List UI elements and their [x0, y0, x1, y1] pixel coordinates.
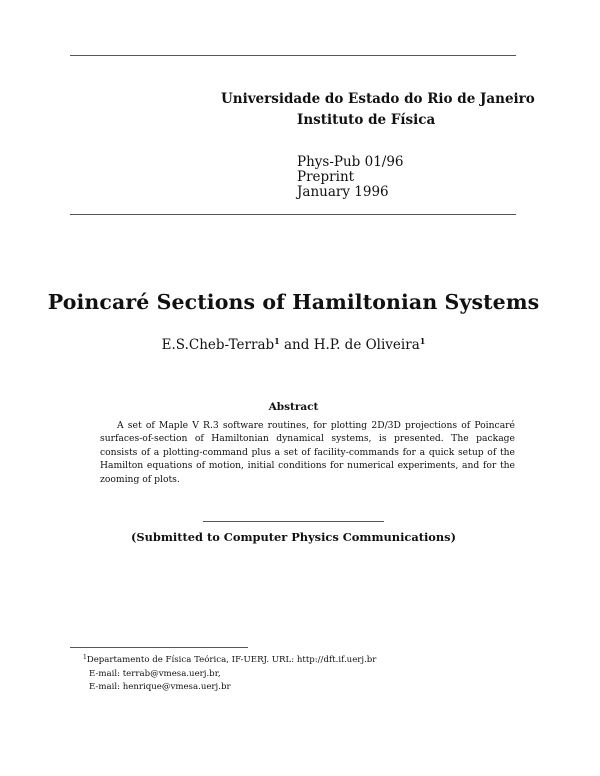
submission-note: (Submitted to Computer Physics Communications) [131, 530, 456, 544]
author-joiner: and [279, 337, 314, 353]
header-bottom-rule [70, 214, 516, 215]
submission-rule [203, 521, 384, 522]
paper-title: Poincaré Sections of Hamiltonian Systems [47, 290, 540, 314]
footnote-rule [70, 647, 248, 648]
abstract-heading: Abstract [268, 401, 319, 413]
affiliation-text: Departamento de Física Teórica, IF-UERJ. URL: http://dft.if.uerj.br [86, 655, 377, 665]
publication-number: Phys-Pub 01/96 [297, 154, 404, 170]
footnote-email: E-mail: henrique@vmesa.uerj.br [89, 682, 231, 693]
author-name: E.S.Cheb-Terrab [161, 337, 275, 353]
author-line [0, 336, 587, 353]
top-rule [70, 55, 516, 56]
footnote-email: E-mail: terrab@vmesa.uerj.br, [89, 668, 221, 679]
publication-type: Preprint [297, 169, 355, 185]
author-name: H.P. de Oliveira [313, 337, 420, 353]
footnote-marker: 1 [83, 654, 87, 661]
footnote-marker: 1 [419, 336, 426, 346]
institute-name: Instituto de Física [297, 112, 436, 128]
publication-date: January 1996 [297, 184, 389, 200]
footnote-affiliation [83, 651, 376, 668]
footnote-marker: 1 [274, 336, 280, 346]
footnote [83, 651, 376, 695]
abstract-text: A set of Maple V R.3 software routines, for plotting 2D/3D projections of Poincaré surfaces-of-section of Hamiltonian dynamical systems, is presented. The package consists of a plotting-command plus a set of facility-commands for a quick setup of the Hamilton equations of motion, initial conditions for numerical experiments, and for the zooming of plots. [100, 420, 515, 485]
university-name: Universidade do Estado do Rio de Janeiro [221, 91, 535, 107]
